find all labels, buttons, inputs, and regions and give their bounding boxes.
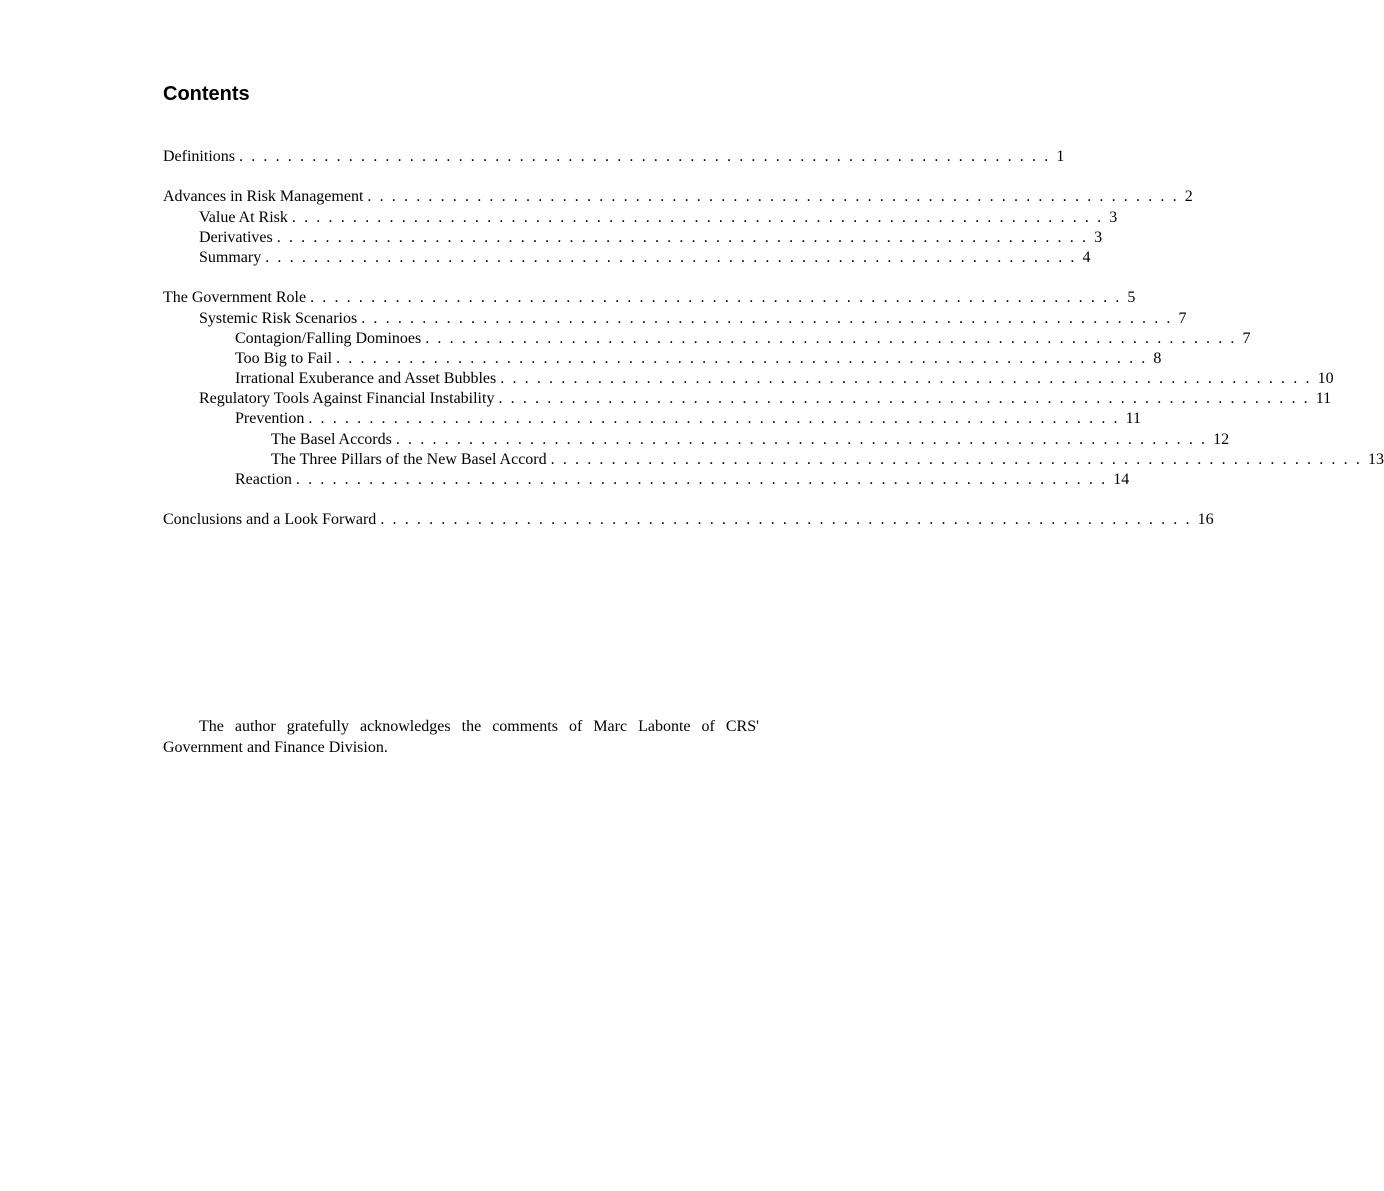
toc-entry-title: The Three Pillars of the New Basel Accord (271, 450, 551, 470)
dot-leader: . . . . . . . . . . . . . . . . . . . . . . . . . . . . . . . . . . . . . . . . . . . . . . . . . . . . . . . . . . . . . . . . . . . (395, 430, 1208, 448)
toc-entry-irrational-exuberance[interactable] (163, 369, 1334, 389)
dot-leader: . . . . . . . . . . . . . . . . . . . . . . . . . . . . . . . . . . . . . . . . . . . . . . . . . . . . . . . . . . . . . . . . . . . (498, 390, 1310, 408)
toc-entry-basel-accords[interactable] (163, 430, 1230, 450)
dot-leader: . . . . . . . . . . . . . . . . . . . . . . . . . . . . . . . . . . . . . . . . . . . . . . . . . . . . . . . . . . . . . . . . . . . (295, 471, 1108, 488)
toc-entry-three-pillars[interactable] (163, 450, 1384, 470)
table-of-contents (163, 147, 1384, 531)
toc-entry-derivatives[interactable] (163, 228, 1103, 248)
dot-leader: . . . . . . . . . . . . . . . . . . . . . . . . . . . . . . . . . . . . . . . . . . . . . . . . . . . . . . . . . . . . . . . . . . . (500, 370, 1312, 388)
page-title: Contents (163, 83, 250, 105)
toc-entry-title: Value At Risk (199, 208, 292, 228)
toc-entry-advances-in-risk-management[interactable] (163, 187, 1193, 207)
dot-leader: . . . . . . . . . . . . . . . . . . . . . . . . . . . . . . . . . . . . . . . . . . . . . . . . . . . . . . . . . . . . . . . . . . . (380, 511, 1192, 529)
toc-entry-page: 13 (1367, 450, 1384, 468)
dot-leader: . . . . . . . . . . . . . . . . . . . . . . . . . . . . . . . . . . . . . . . . . . . . . . . . . . . . . . . . . . . . . . . . . . . (310, 289, 1122, 307)
toc-entry-page: 11 (1315, 390, 1332, 408)
toc-entry-title: Prevention (235, 409, 308, 429)
toc-entry-title: Regulatory Tools Against Financial Instability (199, 389, 498, 409)
toc-entry-page: 8 (1153, 349, 1162, 367)
toc-entry-page: 12 (1213, 430, 1230, 448)
toc-entry-systemic-risk-scenarios[interactable] (163, 309, 1187, 329)
toc-entry-conclusions[interactable] (163, 510, 1214, 530)
acknowledgment-paragraph (163, 716, 759, 758)
dot-leader: . . . . . . . . . . . . . . . . . . . . . . . . . . . . . . . . . . . . . . . . . . . . . . . . . . . . . . . . . . . . . . . . . . . (336, 349, 1148, 367)
toc-entry-title: Definitions (163, 147, 239, 167)
toc-entry-page: 5 (1127, 289, 1136, 307)
toc-entry-page: 3 (1109, 208, 1118, 226)
acknowledgment-line: Government and Finance Division. (163, 739, 388, 756)
dot-leader: . . . . . . . . . . . . . . . . . . . . . . . . . . . . . . . . . . . . . . . . . . . . . . . . . . . . . . . . . . . . . . . . . . . (308, 410, 1120, 428)
toc-entry-title: Advances in Risk Management (163, 187, 367, 207)
toc-entry-definitions[interactable] (163, 147, 1065, 167)
dot-leader: . . . . . . . . . . . . . . . . . . . . . . . . . . . . . . . . . . . . . . . . . . . . . . . . . . . . . . . . . . . . . . . . . . . (276, 228, 1089, 246)
dot-leader: . . . . . . . . . . . . . . . . . . . . . . . . . . . . . . . . . . . . . . . . . . . . . . . . . . . . . . . . . . . . . . . . . . . (425, 329, 1237, 347)
toc-entry-page: 1 (1056, 148, 1065, 165)
toc-entry-regulatory-tools[interactable] (163, 389, 1332, 409)
toc-entry-page: 4 (1082, 248, 1091, 266)
dot-leader: . . . . . . . . . . . . . . . . . . . . . . . . . . . . . . . . . . . . . . . . . . . . . . . . . . . . . . . . . . . . . . . . . . . (550, 450, 1362, 468)
dot-leader: . . . . . . . . . . . . . . . . . . . . . . . . . . . . . . . . . . . . . . . . . . . . . . . . . . . . . . . . . . . . . . . . . . . (239, 148, 1051, 165)
toc-entry-page: 7 (1242, 329, 1251, 347)
dot-leader: . . . . . . . . . . . . . . . . . . . . . . . . . . . . . . . . . . . . . . . . . . . . . . . . . . . . . . . . . . . . . . . . . . . (367, 188, 1179, 206)
toc-entry-title: Summary (199, 248, 265, 268)
toc-entry-title: Contagion/Falling Dominoes (235, 329, 425, 349)
toc-entry-page: 16 (1197, 511, 1214, 529)
toc-entry-title: The Government Role (163, 288, 310, 308)
toc-entry-too-big-to-fail[interactable] (163, 349, 1162, 369)
toc-entry-title: Conclusions and a Look Forward (163, 510, 380, 530)
toc-entry-value-at-risk[interactable] (163, 208, 1118, 228)
dot-leader: . . . . . . . . . . . . . . . . . . . . . . . . . . . . . . . . . . . . . . . . . . . . . . . . . . . . . . . . . . . . . . . . . . . (291, 208, 1104, 226)
toc-entry-title: Derivatives (199, 228, 277, 248)
toc-entry-contagion-falling-dominoes[interactable] (163, 329, 1251, 349)
toc-entry-title: The Basel Accords (271, 430, 396, 450)
toc-entry-title: Irrational Exuberance and Asset Bubbles (235, 369, 500, 389)
acknowledgment-line: The author gratefully acknowledges the comments of Marc Labonte of CRS' (199, 718, 759, 735)
toc-entry-page: 3 (1094, 228, 1103, 246)
toc-entry-summary[interactable] (163, 248, 1091, 268)
toc-entry-title: Too Big to Fail (235, 349, 336, 369)
toc-entry-title: Reaction (235, 470, 296, 490)
toc-entry-page: 2 (1184, 188, 1193, 206)
toc-entry-title: Systemic Risk Scenarios (199, 309, 361, 329)
toc-entry-prevention[interactable] (163, 409, 1142, 429)
toc-entry-the-government-role[interactable] (163, 288, 1136, 308)
toc-entry-page: 7 (1178, 309, 1187, 327)
toc-entry-page: 10 (1317, 370, 1334, 388)
dot-leader: . . . . . . . . . . . . . . . . . . . . . . . . . . . . . . . . . . . . . . . . . . . . . . . . . . . . . . . . . . . . . . . . . . . (265, 248, 1077, 266)
toc-entry-page: 11 (1125, 410, 1142, 428)
toc-entry-reaction[interactable] (163, 470, 1130, 490)
dot-leader: . . . . . . . . . . . . . . . . . . . . . . . . . . . . . . . . . . . . . . . . . . . . . . . . . . . . . . . . . . . . . . . . . . . (361, 309, 1173, 327)
toc-entry-page: 14 (1113, 471, 1130, 488)
